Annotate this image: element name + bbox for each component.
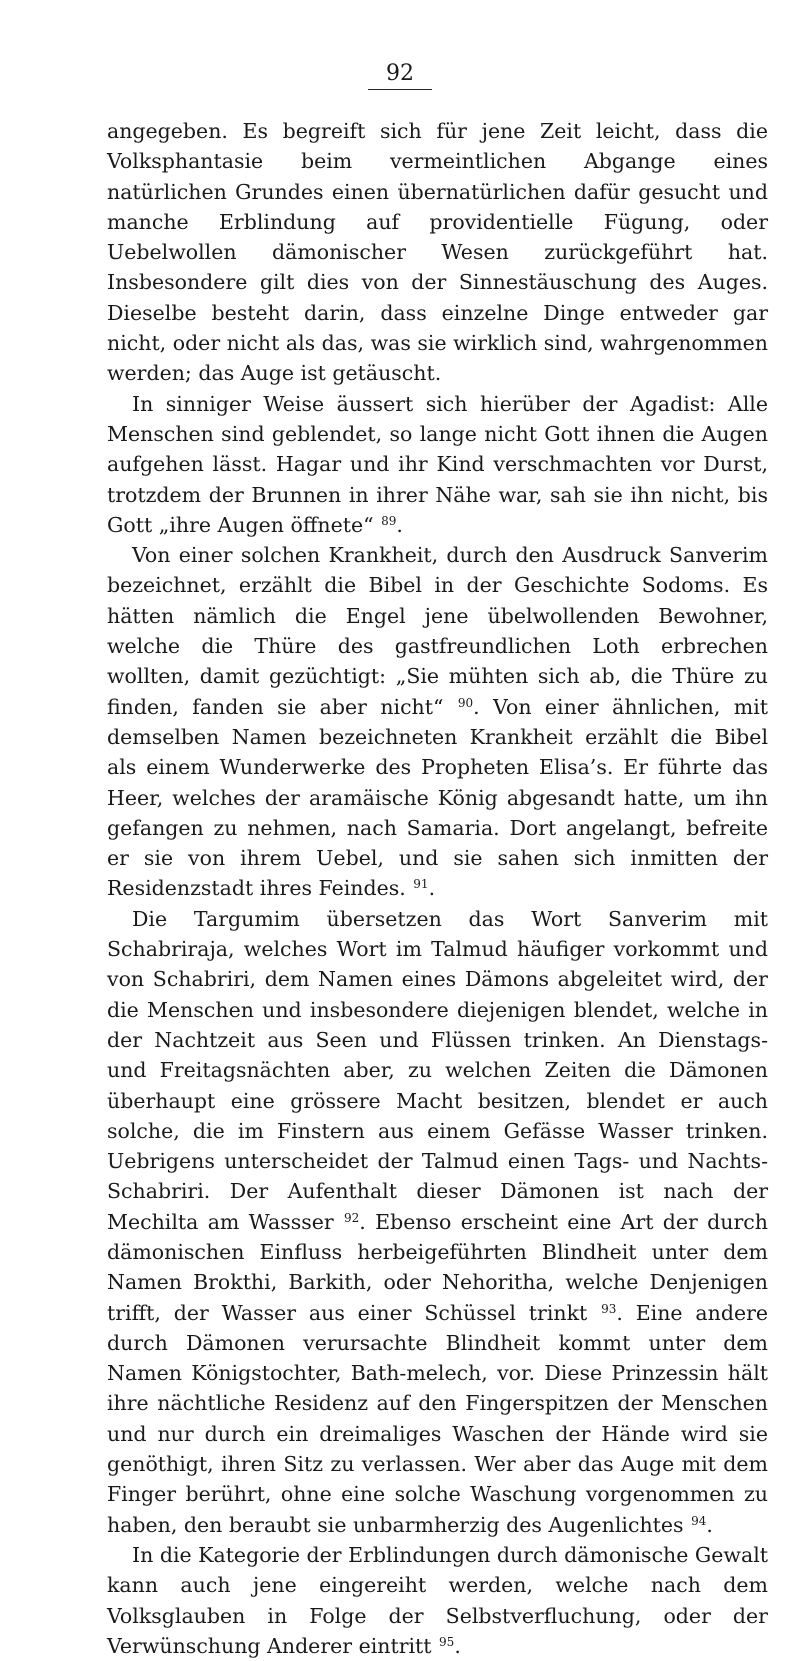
footnote-marker: 94 bbox=[691, 1513, 707, 1528]
paragraph-text: Von einer solchen Krankheit, durch den Ausdruck Sanverim bezeichnet, erzählt die Bibel in der Geschichte Sodoms. Es hätten nämlich die Engel jene übelwollenden Bewohner, welche die Thüre des gastfreundlichen Loth erbrechen wollten, damit gezüchtigt: „Sie mühten sich ab, die Thüre zu finden, fanden sie aber nicht“ bbox=[107, 543, 768, 719]
paragraph-text: . bbox=[396, 512, 403, 537]
paragraph-text: . bbox=[454, 1633, 461, 1658]
paragraph bbox=[107, 1540, 768, 1661]
paragraph-text: . Ebenso erscheint eine Art der durch dämonischen Einfluss herbeigeführten Blindheit unter dem Namen Brokthi, Barkith, oder Nehoritha, welche Denjenigen trifft, der Wasser aus einer Schüssel trinkt bbox=[107, 1209, 768, 1325]
page-number bbox=[0, 60, 800, 90]
paragraph bbox=[107, 116, 768, 389]
paragraph-text: . bbox=[706, 1512, 713, 1537]
footnote-marker: 92 bbox=[344, 1210, 360, 1225]
footnote-marker: 89 bbox=[381, 513, 397, 528]
paragraph bbox=[107, 904, 768, 1540]
paragraph-text: In sinniger Weise äussert sich hierüber der Agadist: Alle Menschen sind geblendet, so lange nicht Gott ihnen die Augen aufgehen lässt. Hagar und ihr Kind verschmachten vor Durst, trotzdem der Brunnen in ihrer Nähe war, sah sie ihn nicht, bis Gott „ihre Augen öffnete“ bbox=[107, 391, 768, 537]
page-number-text: 92 bbox=[368, 60, 432, 90]
footnote-marker: 90 bbox=[457, 695, 474, 710]
footnote-marker: 95 bbox=[439, 1634, 455, 1649]
footnote-marker: 91 bbox=[413, 877, 429, 892]
footnote-marker: 93 bbox=[601, 1301, 617, 1316]
paragraph-text: . bbox=[428, 876, 436, 901]
paragraph bbox=[107, 389, 768, 540]
body-text bbox=[107, 116, 768, 1661]
paragraph-text: . Eine andere durch Dämonen verursachte Blindheit kommt unter dem Namen Königstochter, Bath-melech, vor. Diese Prinzessin hält ihre nächtliche Residenz auf den Fingerspitzen der Menschen und nur durch ein dreimaliges Waschen der Hände wird sie genöthigt, ihren Sitz zu verlassen. Wer aber das Auge mit dem Finger berührt, ohne eine solche Waschung vorgenommen zu haben, den beraubt sie unbarmherzig des Augenlichtes bbox=[107, 1300, 769, 1537]
paragraph-text: . Von einer ähnlichen, mit demselben Namen bezeichneten Krankheit erzählt die Bibel als einem Wunderwerke des Propheten Elisa’s. Er führte das Heer, welches der aramäische König abgesandt hatte, um ihn gefangen zu nehmen, nach Samaria. Dort angelangt, befreite er sie von ihrem Uebel, und sie sahen sich inmitten der Residenzstadt ihres Feindes. bbox=[107, 694, 768, 901]
paragraph-text: Die Targumim übersetzen das Wort Sanverim mit Schabriraja, welches Wort im Talmud häufiger vorkommt und von Schabriri, dem Namen eines Dämons abgeleitet wird, der die Menschen und insbesondere diejenigen blendet, welche in der Nachtzeit aus Seen und Flüssen trinken. An Dienstags- und Freitagsnächten aber, zu welchen Zeiten die Dämonen überhaupt eine grössere Macht besitzen, blendet er auch solche, die im Finstern aus einem Gefässe Wasser trinken. Uebrigens unterscheidet der Talmud einen Tags- und Nachts-Schabriri. Der Aufenthalt dieser Dämonen ist nach der Mechilta am Wassser bbox=[107, 906, 768, 1234]
paragraph-text: angegeben. Es begreift sich für jene Zeit leicht, dass die Volksphantasie beim vermeintlichen Abgange eines natürlichen Grundes einen übernatürlichen dafür gesucht und manche Erblindung auf providentielle Fügung, oder Uebelwollen dämonischer Wesen zurückgeführt hat. Insbesondere gilt dies von der Sinnestäuschung des Auges. Dieselbe besteht darin, dass einzelne Dinge entweder gar nicht, oder nicht als das, was sie wirklich sind, wahrgenommen werden; das Auge ist getäuscht. bbox=[107, 119, 768, 386]
paragraph-text: In die Kategorie der Erblindungen durch dämonische Gewalt kann auch jene eingereiht werden, welche nach dem Volksglauben in Folge der Selbstverfluchung, oder der Verwünschung Anderer eintritt bbox=[107, 1542, 768, 1658]
paragraph bbox=[107, 540, 768, 904]
